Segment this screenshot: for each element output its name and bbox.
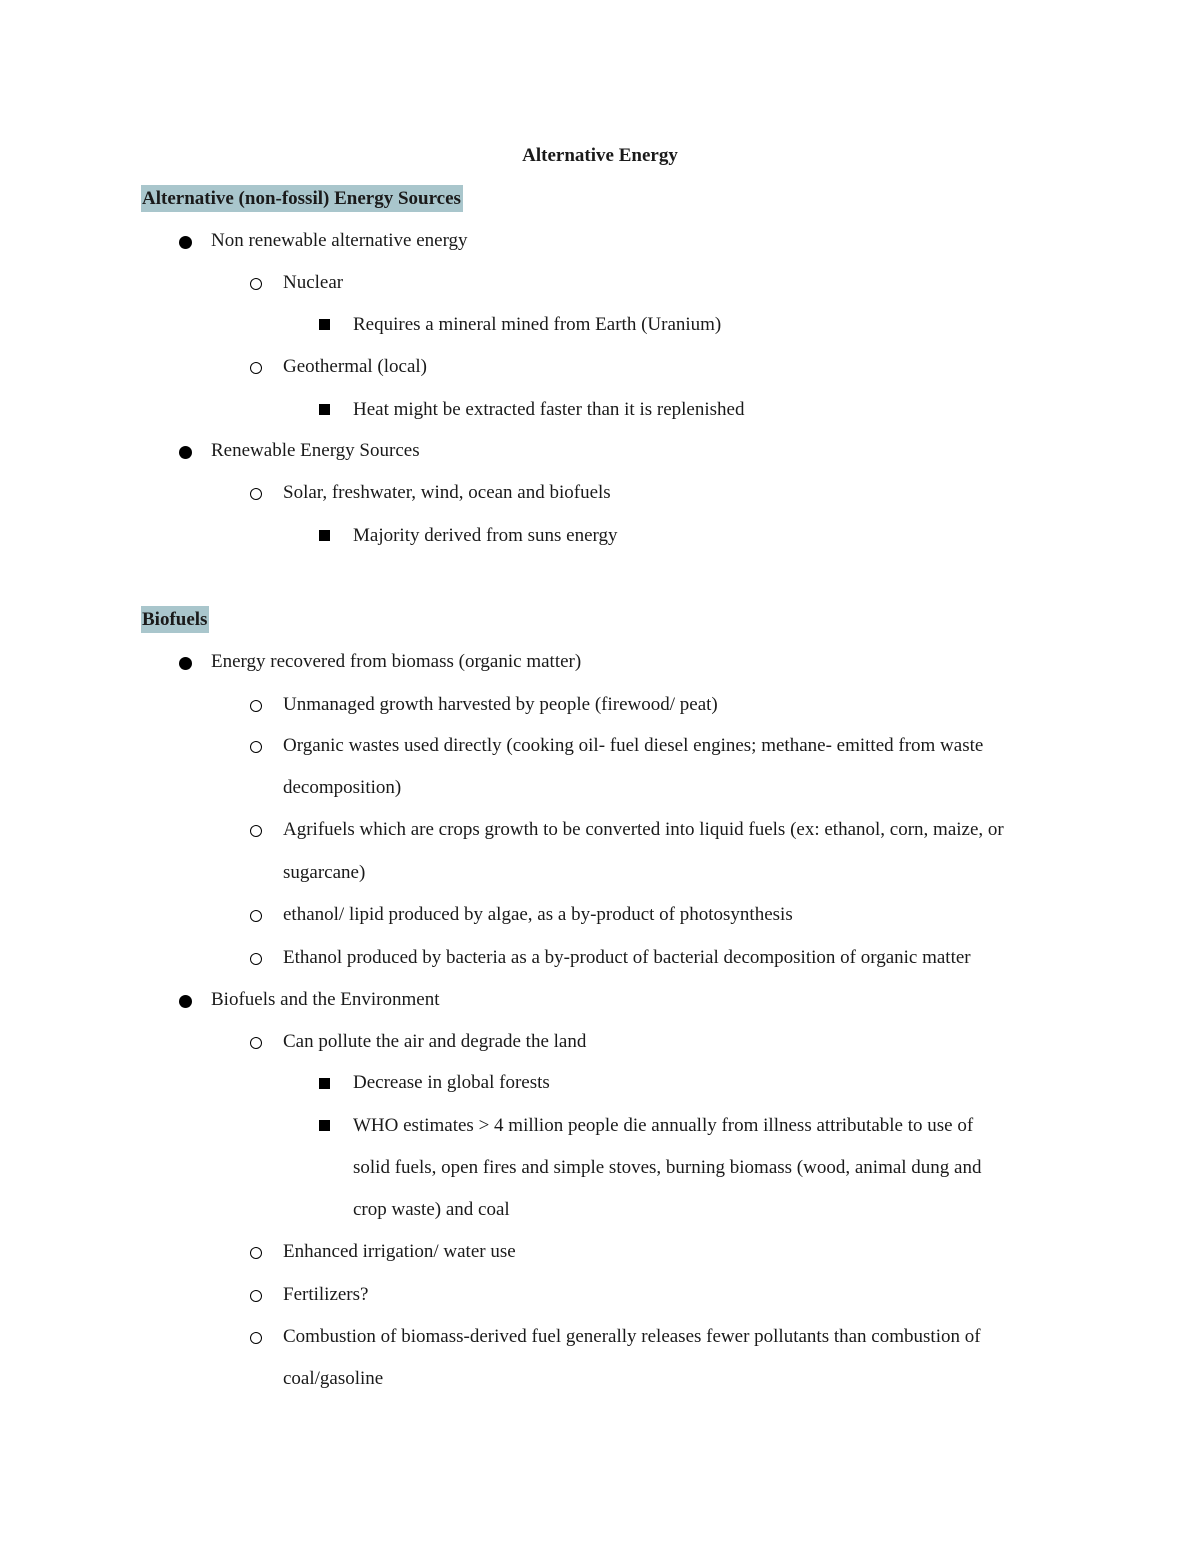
list-item-continuation: coal/gasoline [283, 1368, 384, 1389]
section-heading-biofuels: Biofuels [141, 606, 209, 633]
list-item: Nuclear [283, 272, 344, 293]
hollow-circle-bullet-icon [250, 953, 262, 965]
list-item: Ethanol produced by bacteria as a by-product of bacterial decomposition of organic matter [283, 947, 971, 968]
list-item: Combustion of biomass-derived fuel generally releases fewer pollutants than combustion of [283, 1326, 981, 1347]
filled-circle-bullet-icon [179, 995, 192, 1008]
hollow-circle-bullet-icon [250, 700, 262, 712]
list-item: Requires a mineral mined from Earth (Uranium) [353, 314, 722, 335]
list-item: Solar, freshwater, wind, ocean and biofuels [283, 482, 611, 503]
list-item: Decrease in global forests [353, 1072, 550, 1093]
square-bullet-icon [319, 1078, 330, 1089]
list-item: Geothermal (local) [283, 356, 428, 377]
list-item: Agrifuels which are crops growth to be converted into liquid fuels (ex: ethanol, corn, maize, or [283, 819, 1004, 840]
list-item: ethanol/ lipid produced by algae, as a by-product of photosynthesis [283, 904, 793, 925]
hollow-circle-bullet-icon [250, 1290, 262, 1302]
hollow-circle-bullet-icon [250, 488, 262, 500]
document-title: Alternative Energy [522, 145, 678, 166]
hollow-circle-bullet-icon [250, 910, 262, 922]
list-item: Heat might be extracted faster than it is replenished [353, 399, 745, 420]
list-item-continuation: solid fuels, open fires and simple stoves, burning biomass (wood, animal dung and [353, 1157, 982, 1178]
list-item: Unmanaged growth harvested by people (firewood/ peat) [283, 694, 718, 715]
list-item: Organic wastes used directly (cooking oil- fuel diesel engines; methane- emitted from waste [283, 735, 984, 756]
hollow-circle-bullet-icon [250, 1037, 262, 1049]
list-item: Non renewable alternative energy [211, 230, 468, 251]
hollow-circle-bullet-icon [250, 825, 262, 837]
section-heading-alternative-sources: Alternative (non-fossil) Energy Sources [141, 185, 463, 212]
list-item: Enhanced irrigation/ water use [283, 1241, 516, 1262]
list-item: WHO estimates > 4 million people die annually from illness attributable to use of [353, 1115, 974, 1136]
square-bullet-icon [319, 319, 330, 330]
list-item: Biofuels and the Environment [211, 989, 440, 1010]
filled-circle-bullet-icon [179, 236, 192, 249]
hollow-circle-bullet-icon [250, 278, 262, 290]
hollow-circle-bullet-icon [250, 1332, 262, 1344]
square-bullet-icon [319, 404, 330, 415]
list-item: Energy recovered from biomass (organic matter) [211, 651, 582, 672]
list-item-continuation: sugarcane) [283, 862, 366, 883]
list-item: Can pollute the air and degrade the land [283, 1031, 587, 1052]
square-bullet-icon [319, 530, 330, 541]
filled-circle-bullet-icon [179, 657, 192, 670]
filled-circle-bullet-icon [179, 446, 192, 459]
list-item-continuation: decomposition) [283, 777, 402, 798]
list-item: Majority derived from suns energy [353, 525, 618, 546]
hollow-circle-bullet-icon [250, 362, 262, 374]
list-item: Renewable Energy Sources [211, 440, 420, 461]
list-item: Fertilizers? [283, 1284, 369, 1305]
hollow-circle-bullet-icon [250, 1247, 262, 1259]
hollow-circle-bullet-icon [250, 741, 262, 753]
list-item-continuation: crop waste) and coal [353, 1199, 510, 1220]
square-bullet-icon [319, 1120, 330, 1131]
